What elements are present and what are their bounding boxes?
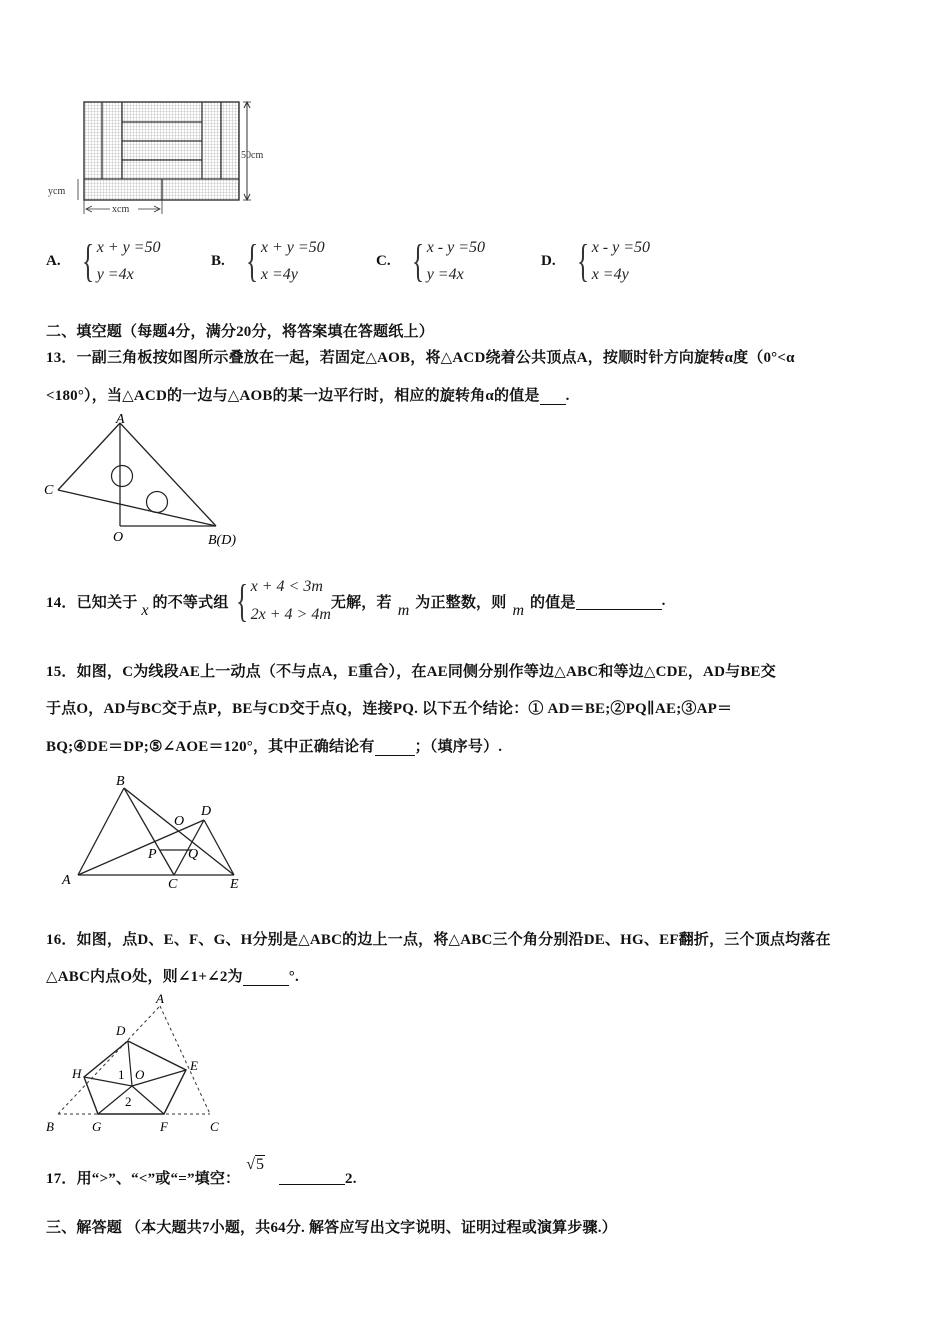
q15-figure [56,770,256,896]
label-d: D [201,804,212,819]
brace-icon: { [235,575,248,626]
option-d-eq1: x - y =50 [591,239,651,256]
label-o: O [174,814,185,829]
q13-end: . [565,388,570,404]
label-b: B [116,774,125,789]
label-c: C [168,877,178,892]
q15-text: BQ;④DE＝DP;⑤∠AOE＝120°，其中正确结论有 [46,739,375,755]
sqrt [246,1155,265,1174]
x-label: xcm [112,204,130,215]
q14-answer-blank[interactable] [576,593,662,610]
label-1: 1 [118,1067,125,1082]
height-label: 50cm [241,150,264,161]
section3-title: 三、解答题 （本大题共7小题，共64分. 解答应写出文字说明、证明过程或演算步骤.） [46,1220,617,1236]
option-b-label: B. [211,252,225,269]
label-e: E [230,877,239,892]
section2-title: 二、填空题（每题4分，满分20分，将答案填在答题纸上） [46,324,434,340]
q14-mid: 的不等式组 [152,594,229,611]
option-a[interactable] [46,232,160,290]
q14-ineq2: 2x + 4 > 4m [250,606,331,623]
q17 [46,1152,357,1188]
option-a-eq1: x + y =50 [96,239,161,256]
option-c-label: C. [376,252,391,269]
q12-figure [40,96,280,220]
q17-answer-blank[interactable] [279,1170,345,1185]
q14-after2: 为正整数，则 [415,594,507,611]
sqrt-arg: 5 [256,1156,265,1173]
label-h: H [72,1066,82,1081]
q13-line2 [46,384,570,405]
label-a: A [156,991,164,1006]
option-b-eq1: x + y =50 [260,239,325,256]
q14 [46,572,666,630]
q14-end: . [661,592,666,609]
q16-line2 [46,965,299,986]
label-c: C [44,483,54,498]
q14-var-m2: m [512,602,525,619]
option-b[interactable] [211,232,325,290]
q16-line1: 16．如图，点D、E、F、G、H分别是△ABC的边上一点，将△ABC三个角分别沿DE、HG、EF翻折，三个顶点均落在 [46,932,831,948]
label-e: E [190,1058,198,1073]
sqrt-icon: √ [246,1156,256,1173]
label-q: Q [188,847,199,862]
q13-figure [40,410,255,552]
label-o: O [113,530,124,545]
label-p: P [148,847,157,862]
brace-icon: { [576,235,589,286]
option-d-label: D. [541,252,556,269]
label-b: B [46,1119,54,1134]
q16-end: °. [288,969,299,985]
q17-prefix: 17．用“>”、“<”或“=”填空： [46,1171,241,1187]
q14-prefix: 14．已知关于 [46,594,138,611]
label-bd: B(D) [208,533,236,548]
q14-ineq1: x + 4 < 3m [250,578,323,595]
q15-end: ；（填序号）. [414,739,503,755]
label-a: A [62,873,71,888]
q14-var-m: m [397,602,410,619]
option-d[interactable] [541,232,650,290]
option-c-eq1: x - y =50 [426,239,486,256]
brace-icon: { [81,235,94,286]
q15-line3 [46,735,502,756]
q16-figure [40,990,240,1136]
option-c[interactable] [376,232,485,290]
q14-after3: 的值是 [530,594,576,611]
option-c-eq2: y =4x [426,266,464,283]
option-d-eq2: x =4y [591,266,629,283]
label-g: G [92,1119,102,1134]
q15-answer-blank[interactable] [375,741,415,756]
brace-icon: { [245,235,258,286]
label-2: 2 [125,1094,132,1109]
q13-text: <180°），当△ACD的一边与△AOB的某一边平行时，相应的旋转角α的值是 [46,388,540,404]
option-a-label: A. [46,252,61,269]
label-f: F [160,1119,168,1134]
q16-text: △ABC内点O处，则∠1+∠2为 [46,969,243,985]
q15-line1: 15．如图，C为线段AE上一动点（不与点A，E重合），在AE同侧分别作等边△ABC和等边△CDE，AD与BE交 [46,664,776,680]
q15-line2: 于点O，AD与BC交于点P，BE与CD交于点Q，连接PQ. 以下五个结论：① AD＝BE;②PQ∥AE;③AP＝ [46,701,733,717]
option-b-eq2: x =4y [260,266,298,283]
label-a: A [116,412,125,427]
brace-icon: { [411,235,424,286]
label-c: C [210,1119,219,1134]
label-d: D [116,1023,126,1038]
option-a-eq2: y =4x [96,266,134,283]
q14-var-x: x [141,602,149,619]
q13-line1: 13．一副三角板按如图所示叠放在一起，若固定△AOB，将△ACD绕着公共顶点A，按顺时针方向旋转α度（0°<α [46,350,795,366]
q17-suffix: 2. [345,1171,357,1187]
q16-answer-blank[interactable] [243,971,289,986]
y-label: ycm [48,186,66,197]
q13-answer-blank[interactable] [540,390,566,405]
label-o: O [135,1067,145,1082]
q14-after: 无解，若 [330,594,392,611]
